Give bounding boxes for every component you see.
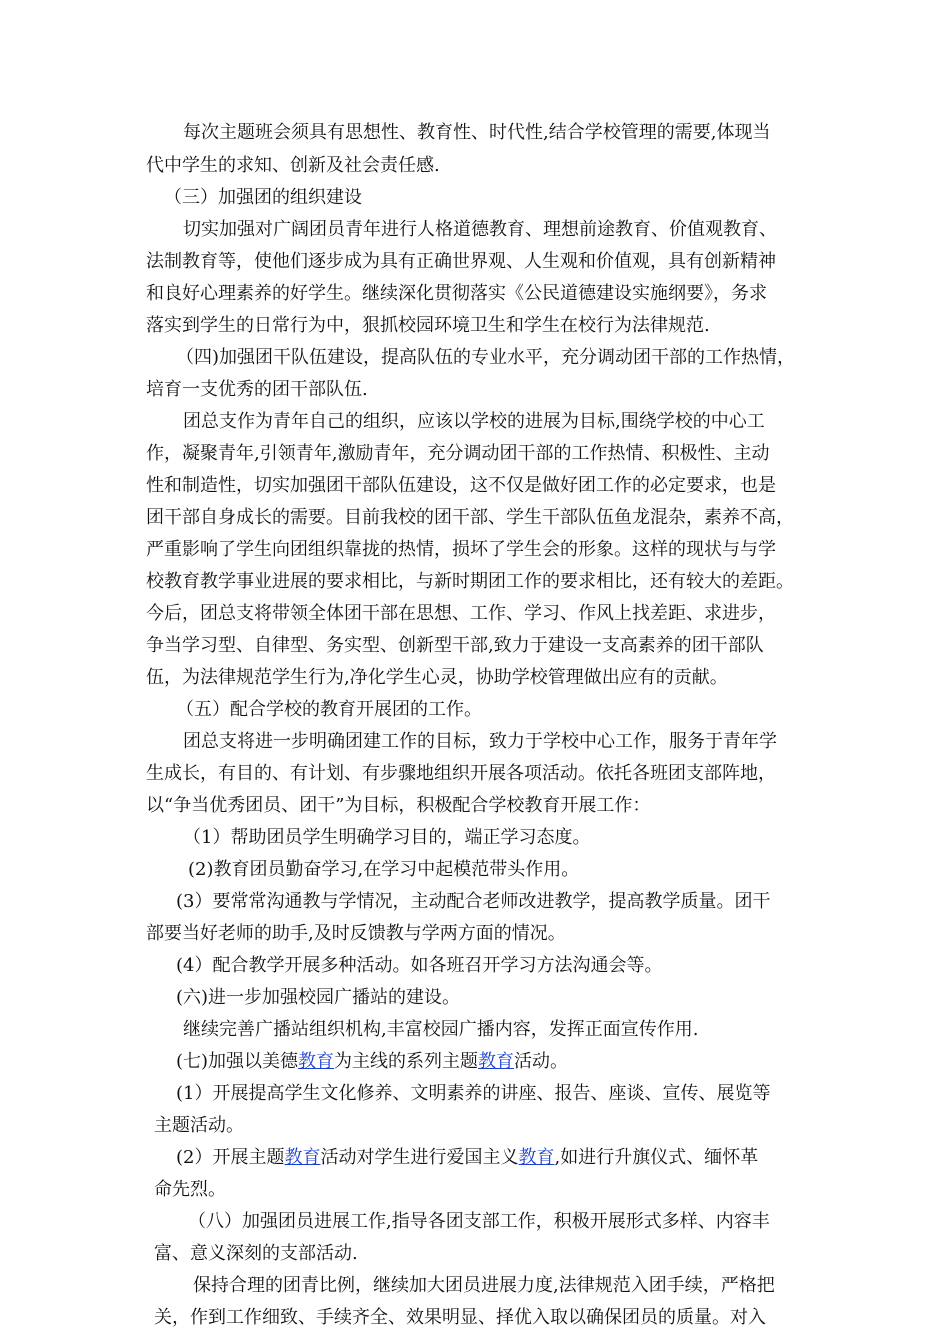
text-line: 生成长，有目的、有计划、有步骤地组织开展各项活动。依托各班团支部阵地，	[146, 763, 776, 784]
section-heading: （三）加强团的组织建设	[164, 187, 362, 208]
section-heading: (六)进一步加强校园广播站的建设。	[176, 987, 461, 1008]
text-line: 命先烈。	[154, 1179, 226, 1200]
text-line: 性和制造性，切实加强团干部队伍建设，这不仅是做好团工作的必定要求，也是	[146, 475, 776, 496]
text-line: 今后，团总支将带领全体团干部在思想、工作、学习、作风上找差距、求进步，	[146, 603, 776, 624]
text-line: 培育一支优秀的团干部队伍.	[146, 379, 368, 400]
text-line: 伍，为法律规范学生行为,净化学生心灵，协助学校管理做出应有的贡献。	[146, 667, 728, 688]
text-line: 作，凝聚青年,引领青年,激励青年，充分调动团干部的工作热情、积极性、主动	[146, 443, 770, 464]
section-heading: （四)加强团干队伍建设，提高队伍的专业水平，充分调动团干部的工作热情，	[176, 347, 796, 368]
text-line: 落实到学生的日常行为中，狠抓校园环境卫生和学生在校行为法律规范.	[146, 315, 710, 336]
education-link[interactable]: 教育	[518, 1147, 555, 1168]
text-line: 切实加强对广阔团员青年进行人格道德教育、理想前途教育、价值观教育、	[183, 219, 777, 240]
text-line: 法制教育等，使他们逐步成为具有正确世界观、人生观和价值观，具有创新精神	[146, 251, 776, 272]
text-line: 代中学生的求知、创新及社会责任感.	[146, 155, 440, 176]
text-segment: (七)加强以美德	[176, 1051, 299, 1072]
text-line: 富、意义深刻的支部活动.	[154, 1243, 358, 1264]
text-line: 继续完善广播站组织机构,丰富校园广播内容，发挥正面宣传作用.	[183, 1019, 699, 1040]
text-line: 部要当好老师的助手,及时反馈教与学两方面的情况。	[146, 923, 566, 944]
section-heading	[176, 1049, 568, 1075]
list-item: (1）开展提高学生文化修养、文明素养的讲座、报告、座谈、宣传、展览等	[176, 1083, 771, 1104]
text-segment: 活动对学生进行爱国主义	[320, 1147, 519, 1168]
text-line: 严重影响了学生向团组织靠拢的热情，损坏了学生会的形象。这样的现状与与学	[146, 539, 776, 560]
text-line: 保持合理的团青比例，继续加大团员进展力度,法律规范入团手续，严格把	[193, 1275, 775, 1296]
list-item: (2)教育团员勤奋学习,在学习中起模范带头作用。	[188, 859, 580, 880]
text-line: 每次主题班会须具有思想性、教育性、时代性,结合学校管理的需要,体现当	[183, 122, 771, 143]
text-line: 团干部自身成长的需要。目前我校的团干部、学生干部队伍鱼龙混杂，素养不高，	[146, 507, 794, 528]
text-line: 以“争当优秀团员、团干”为目标，积极配合学校教育开展工作：	[146, 795, 651, 816]
text-line: 主题活动。	[154, 1115, 244, 1136]
education-link[interactable]: 教育	[298, 1051, 335, 1072]
list-item: (4）配合教学开展多种活动。如各班召开学习方法沟通会等。	[176, 955, 663, 976]
text-line: 校教育教学事业进展的要求相比，与新时期团工作的要求相比，还有较大的差距。	[146, 571, 794, 592]
text-line: 团总支作为青年自己的组织，应该以学校的进展为目标,围绕学校的中心工	[183, 411, 765, 432]
text-line: 关，作到工作细致、手续齐全、效果明显、择优入取以确保团员的质量。对入	[154, 1307, 766, 1328]
text-segment: 为主线的系列主题	[334, 1051, 479, 1072]
section-heading: （八）加强团员进展工作,指导各团支部工作，积极开展形式多样、内容丰	[188, 1211, 770, 1232]
list-item: (3）要常常沟通教与学情况，主动配合老师改进教学，提高教学质量。团干	[176, 891, 771, 912]
list-item	[176, 1145, 758, 1171]
text-segment: (2）开展主题	[176, 1147, 285, 1168]
text-segment: ,如进行升旗仪式、缅怀革	[554, 1147, 759, 1168]
education-link[interactable]: 教育	[478, 1051, 515, 1072]
list-item: （1）帮助团员学生明确学习目的，端正学习态度。	[183, 827, 591, 848]
section-heading: （五）配合学校的教育开展团的工作。	[176, 699, 482, 720]
text-line: 争当学习型、自律型、务实型、创新型干部,致力于建设一支高素养的团干部队	[146, 635, 764, 656]
education-link[interactable]: 教育	[284, 1147, 321, 1168]
text-line: 和良好心理素养的好学生。继续深化贯彻落实《公民道德建设实施纲要》，务求	[146, 283, 767, 304]
text-segment: 活动。	[514, 1051, 569, 1072]
text-line: 团总支将进一步明确团建工作的目标，致力于学校中心工作，服务于青年学	[183, 731, 777, 752]
